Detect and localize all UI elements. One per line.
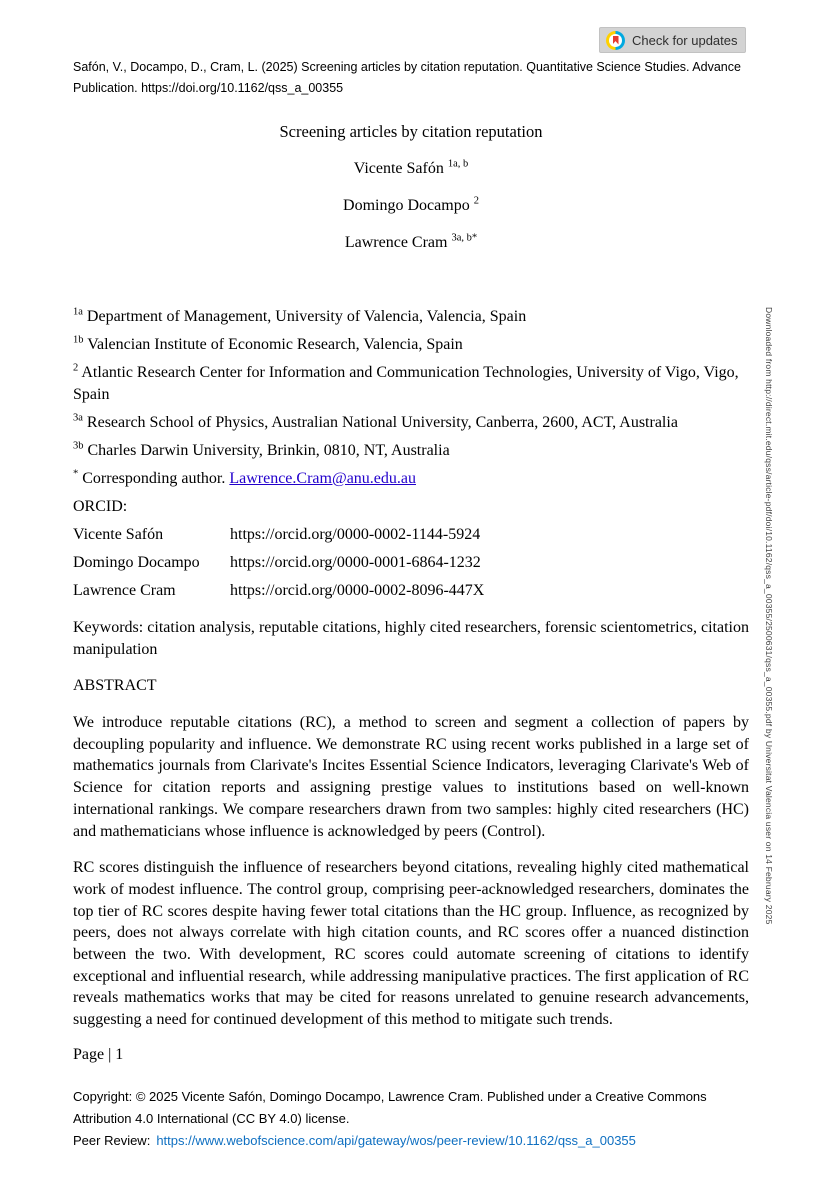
affiliation-line — [73, 440, 749, 462]
check-for-updates-label: Check for updates — [632, 32, 738, 48]
copyright-notice: Copyright: © 2025 Vicente Safón, Domingo Docampo, Lawrence Cram. Published under a Creative Commons Attribution 4.0 International (CC BY 4.0) license. — [73, 1089, 707, 1126]
page-number: Page | 1 — [73, 1045, 124, 1063]
author-line — [73, 195, 749, 217]
corresponding-author-line — [73, 468, 749, 490]
affiliation-superscript: 1a — [73, 306, 83, 318]
affiliation-text: Valencian Institute of Economic Research, Valencia, Spain — [87, 336, 463, 353]
orcid-url: https://orcid.org/0000-0002-1144-5924 — [230, 526, 481, 543]
check-for-updates-button[interactable] — [599, 27, 746, 53]
author-superscript: 2 — [473, 195, 479, 207]
crossmark-icon — [606, 31, 625, 50]
author-line — [73, 232, 749, 254]
affiliations-block — [73, 306, 749, 462]
abstract-paragraph-2: RC scores distinguish the influence of researchers beyond citations, revealing highly cited mathematical work of modest influence. The control group, comprising peer-acknowledged researchers, dominates the top tier of RC scores despite having fewer total citations than the HC group. Influence, as recognized by peers, does not always correlate with high citation counts, and RC scores offer a nuanced distinction between the two. With development, RC scores could automate screening of citations to identify exceptional and influential research, while addressing manipulative practices. The first application of RC reveals mathematics works that may be cited for reasons unrelated to genuine research advancements, suggesting a need for continued development of this method to mitigate such trends. — [73, 859, 749, 1029]
corresponding-label: Corresponding author. — [82, 470, 226, 487]
abstract-heading: ABSTRACT — [73, 677, 157, 694]
article-title: Screening articles by citation reputation — [279, 122, 543, 141]
keywords-line: Keywords: citation analysis, reputable citations, highly cited researchers, forensic scientometrics, citation manipulation — [73, 619, 749, 658]
affiliation-text: Charles Darwin University, Brinkin, 0810, NT, Australia — [87, 442, 450, 459]
bookmark-icon — [613, 36, 619, 45]
orcid-row — [73, 552, 749, 574]
affiliation-text: Department of Management, University of Valencia, Valencia, Spain — [86, 308, 527, 325]
affiliation-text: Research School of Physics, Australian National University, Canberra, 2600, ACT, Australia — [86, 414, 678, 431]
author-name: Lawrence Cram — [344, 234, 448, 251]
orcid-row — [73, 580, 749, 602]
crossmark-icon-inner — [609, 34, 622, 47]
affiliation-superscript: 1b — [73, 334, 84, 346]
author-superscript: 1a, b — [447, 158, 469, 170]
download-watermark: Downloaded from http://direct.mit.edu/qss/article-pdf/doi/10.1162/qss_a_00355/2500631/qss_a_00355.pdf by Universitat Valencia user on 14 February 2025 — [764, 307, 774, 925]
orcid-row — [73, 524, 749, 546]
peer-review-line — [73, 1130, 749, 1152]
corresponding-superscript: * — [73, 468, 79, 480]
orcid-url: https://orcid.org/0000-0002-8096-447X — [230, 582, 485, 599]
corresponding-email-link[interactable]: Lawrence.Cram@anu.edu.au — [229, 470, 416, 487]
author-name: Vicente Safón — [353, 160, 444, 177]
affiliation-line — [73, 362, 749, 406]
peer-review-link[interactable]: https://www.webofscience.com/api/gateway/wos/peer-review/10.1162/qss_a_00355 — [156, 1133, 636, 1148]
affiliation-superscript: 3a — [73, 412, 83, 424]
orcid-url: https://orcid.org/0000-0001-6864-1232 — [230, 554, 481, 571]
affiliation-line — [73, 334, 749, 356]
author-superscript: 3a, b* — [451, 232, 478, 244]
affiliation-superscript: 3b — [73, 440, 84, 452]
orcid-author-name: Lawrence Cram — [73, 582, 176, 599]
orcid-author-name: Domingo Docampo — [73, 554, 200, 571]
affiliation-superscript: 2 — [73, 362, 79, 374]
affiliation-line — [73, 412, 749, 434]
orcid-heading: ORCID: — [73, 498, 128, 515]
affiliation-text: Atlantic Research Center for Information and Communication Technologies, University of Vigo, Vigo, Spain — [73, 364, 739, 403]
abstract-paragraph-1: We introduce reputable citations (RC), a method to screen and segment a collection of papers by decoupling popularity and influence. We demonstrate RC using recent works published in a large set of mathematics journals from Clarivate's Incites Essential Science Indicators, leveraging Clarivate's Web of Science for citation reports and assigning prestige values to institutions based on well-known international rankings. We compare researchers drawn from two samples: highly cited researchers (HC) and mathematicians whose influence is acknowledged by peers (Control). — [73, 714, 749, 840]
author-line — [73, 158, 749, 180]
page-footer — [73, 1086, 749, 1152]
affiliation-line — [73, 306, 749, 328]
peer-review-label: Peer Review: — [73, 1133, 151, 1148]
author-name: Domingo Docampo — [343, 197, 470, 214]
citation-header: Safón, V., Docampo, D., Cram, L. (2025) Screening articles by citation reputation. Quantitative Science Studies. Advance Publication. https://doi.org/10.1162/qss_a_00355 — [73, 60, 741, 95]
page-content — [73, 57, 749, 1066]
orcid-author-name: Vicente Safón — [73, 526, 164, 543]
